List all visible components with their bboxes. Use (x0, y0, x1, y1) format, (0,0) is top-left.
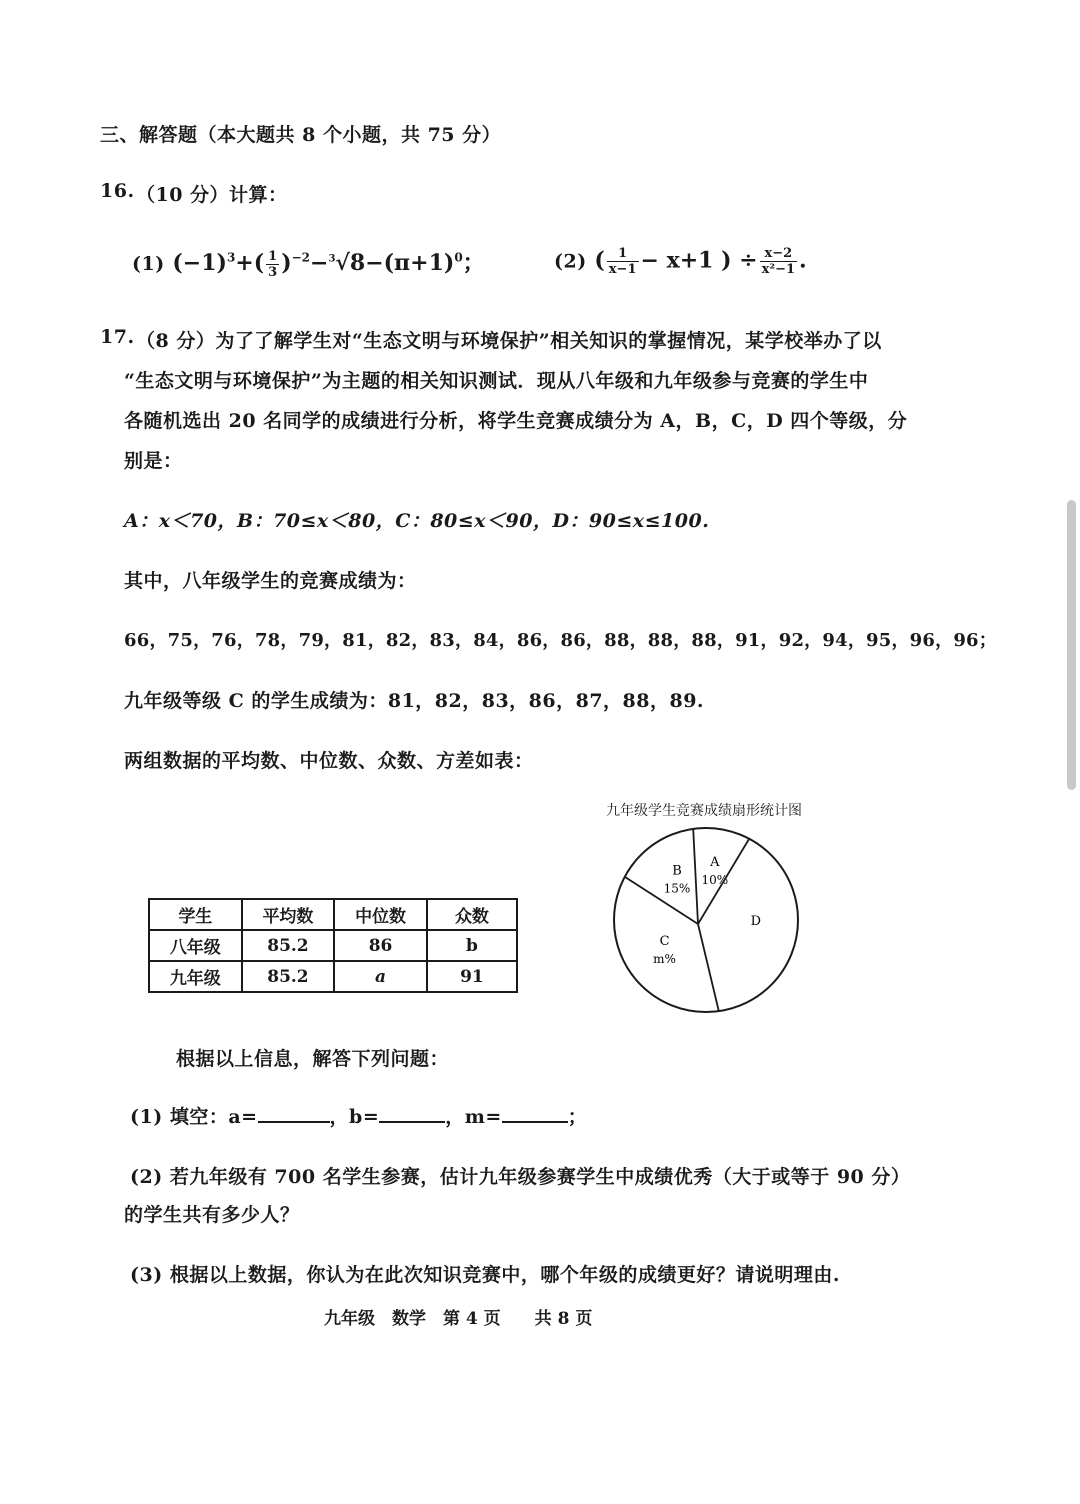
sub1-end: ； (567, 1106, 588, 1128)
sub1-start: (1) 填空：a= (130, 1106, 258, 1128)
frac2-den: x²−1 (761, 262, 796, 277)
table-header-cell: 平均数 (242, 899, 335, 930)
frac1-den: x−1 (608, 262, 637, 277)
table-cell: 九年级 (149, 961, 242, 992)
q16-part2 (554, 246, 807, 277)
grade9-c-scores: 九年级等级 C 的学生成绩为：81，82，83，86，87，88，89. (124, 690, 705, 712)
q17-line2: “生态文明与环境保护”为主题的相关知识测试．现从八年级和九年级参与竞赛的学生中 (124, 370, 869, 392)
q16-number: 16. (100, 180, 135, 202)
pie-slice-value: m% (653, 952, 676, 967)
frac-num: 1 (268, 248, 278, 264)
fraction-x-2-over-x2-1 (760, 246, 797, 277)
pie-slice-value: 15% (663, 881, 691, 896)
blank-b[interactable] (379, 1103, 445, 1123)
grade8-scores: 66，75，76，78，79，81，82，83，84，86，86，88，88，88，91，92，94，95，96，96； (124, 630, 997, 651)
expr-minus: − (310, 250, 329, 276)
q16-part1-label: (1) (132, 253, 165, 275)
section-header: 三、解答题（本大题共 8 个小题，共 75 分） (100, 124, 502, 146)
q17-line4: 别是： (124, 450, 183, 472)
pie-slice-value: 10% (701, 873, 729, 888)
table-header-cell: 众数 (427, 899, 517, 930)
pie-slice-label: D (750, 913, 762, 929)
table-row (149, 930, 517, 961)
grade8-intro: 其中，八年级学生的竞赛成绩为： (124, 570, 417, 592)
root-index: 3 (328, 253, 336, 265)
expr2-end: . (799, 247, 807, 274)
expr-a-exp: 3 (226, 250, 236, 265)
pie-chart (606, 820, 806, 1020)
table-cell: 91 (427, 961, 517, 992)
table-cell: 85.2 (242, 930, 335, 961)
stats-table (148, 898, 518, 993)
q16-header: （10 分）计算： (136, 184, 288, 206)
frac1-num: 1 (607, 246, 639, 262)
fraction-1-over-x-1 (607, 246, 639, 277)
table-header-cell: 中位数 (334, 899, 427, 930)
blank-m[interactable] (502, 1103, 568, 1123)
frac2-num: x−2 (760, 246, 797, 262)
expr-end: ； (462, 250, 485, 276)
table-intro: 两组数据的平均数、中位数、众数、方差如表： (124, 750, 534, 772)
table-row (149, 961, 517, 992)
sub-question-2-line1: (2) 若九年级有 700 名学生参赛，估计九年级参赛学生中成绩优秀（大于或等于 90 分） (130, 1166, 911, 1188)
grade-ranges: A：x＜70，B：70≤x＜80，C：80≤x＜90，D：90≤x≤100. (124, 510, 710, 532)
q17-line3: 各随机选出 20 名同学的成绩进行分析，将学生竞赛成绩分为 A，B，C，D 四个等级，分 (124, 410, 908, 432)
q16-part1 (132, 246, 485, 280)
sub1-b: ，b= (329, 1106, 380, 1128)
cube-root: √8 (335, 250, 366, 276)
pie-slice-label: A (710, 855, 720, 871)
table-cell: a (334, 961, 427, 992)
expr-close-exp: −2 (291, 250, 311, 265)
pie-outline (614, 828, 798, 1012)
frac-den: 3 (268, 264, 278, 280)
sub-question-3: (3) 根据以上数据，你认为在此次知识竞赛中，哪个年级的成绩更好？请说明理由. (130, 1264, 840, 1286)
blank-a[interactable] (258, 1103, 330, 1123)
sub-question-1 (130, 1102, 587, 1129)
sub1-m: ，m= (445, 1106, 502, 1128)
table-cell: 86 (334, 930, 427, 961)
expr-tail: −(π+1) (365, 250, 455, 276)
table-header-row (149, 899, 517, 930)
pie-chart-title: 九年级学生竞赛成绩扇形统计图 (606, 803, 802, 819)
expr2-mid: − x+1 ) ÷ (640, 247, 758, 274)
expr-a: (−1) (172, 250, 227, 276)
table-cell: 85.2 (242, 961, 335, 992)
instruction: 根据以上信息，解答下列问题： (176, 1048, 450, 1070)
table-cell: b (427, 930, 517, 961)
table-header-cell: 学生 (149, 899, 242, 930)
scrollbar[interactable] (1067, 500, 1076, 790)
expr-close: ) (281, 250, 292, 276)
pie-slice-label: B (672, 863, 682, 879)
fraction-one-third (266, 249, 279, 280)
expr-tail-exp: 0 (454, 250, 463, 265)
page-footer: 九年级 数学 第 4 页 共 8 页 (324, 1309, 593, 1329)
pie-slice-label: C (659, 934, 670, 950)
expr2-open: ( (594, 247, 605, 274)
q16-part2-label: (2) (554, 250, 587, 273)
q17-number: 17. (100, 326, 135, 348)
q17-line1: （8 分）为了了解学生对“生态文明与环境保护”相关知识的掌握情况，某学校举办了以 (136, 330, 882, 352)
sub-question-2-line2: 的学生共有多少人？ (124, 1204, 300, 1226)
table-cell: 八年级 (149, 930, 242, 961)
expr-plus: +( (235, 250, 265, 276)
